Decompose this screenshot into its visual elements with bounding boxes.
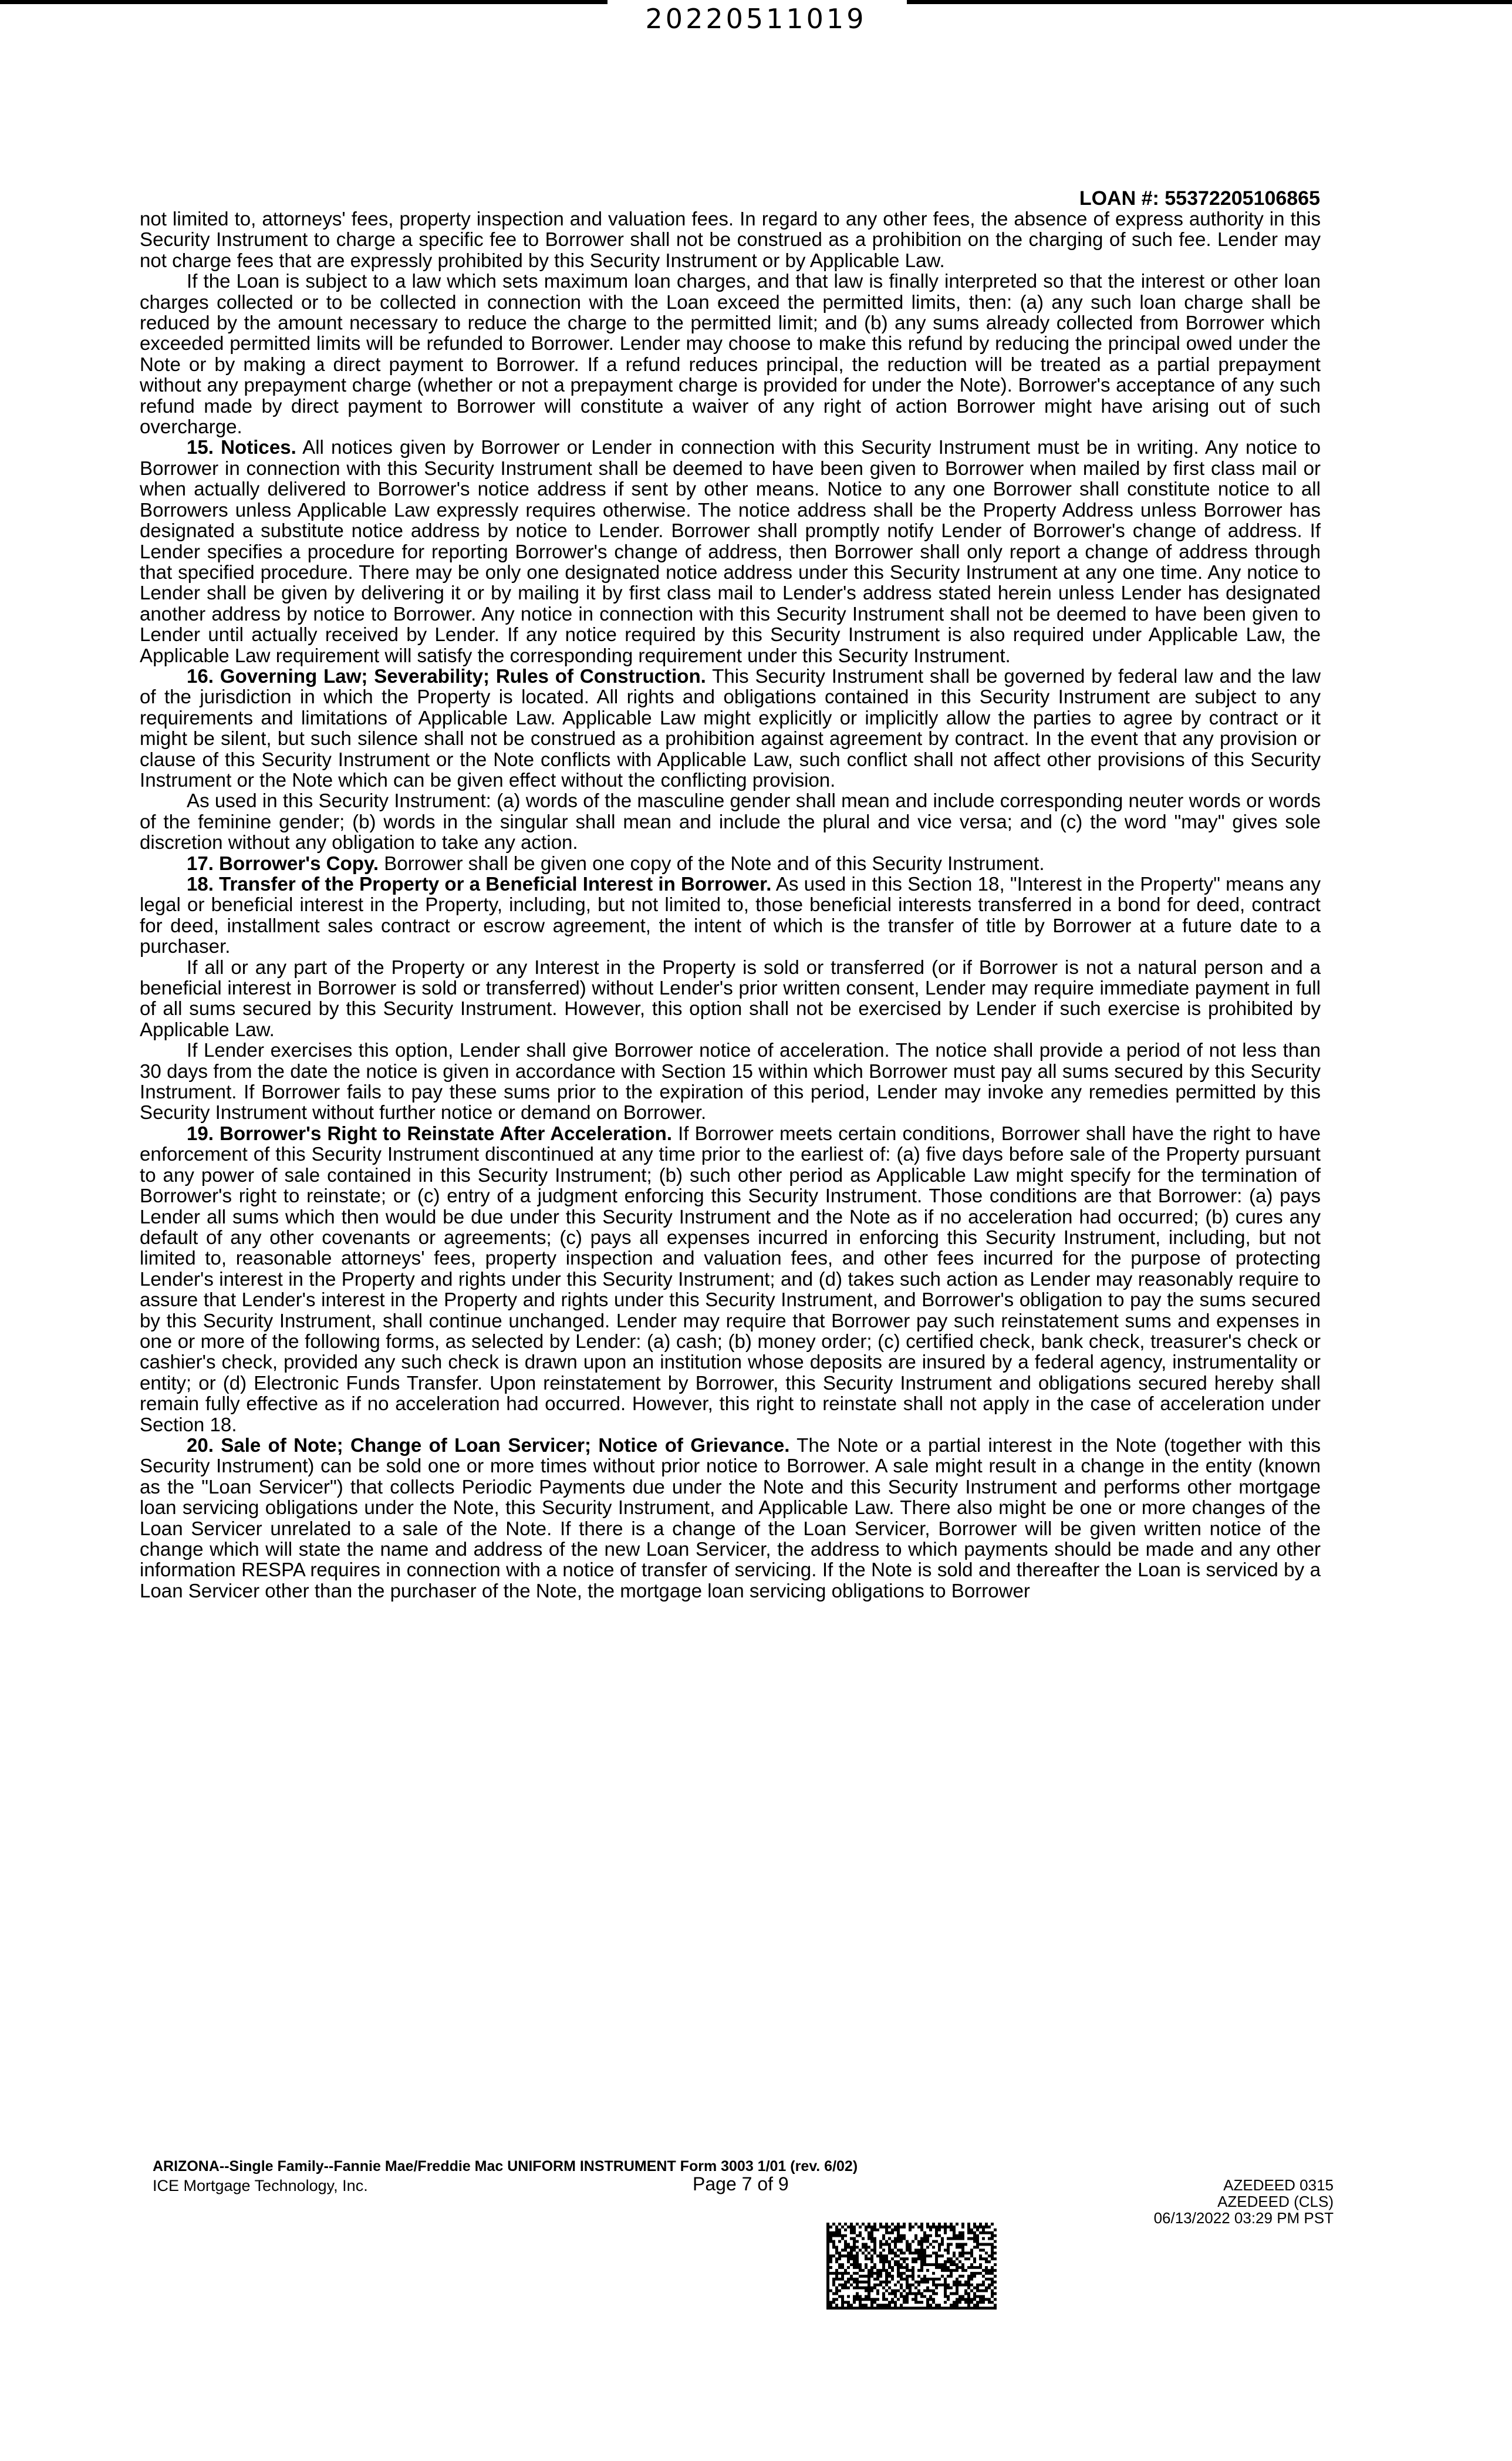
document-body — [140, 209, 1321, 1602]
section-16 — [140, 666, 1321, 791]
section-17-heading: 17. Borrower's Copy. — [187, 852, 379, 875]
section-19 — [140, 1124, 1321, 1435]
loan-number: LOAN #: 55372205106865 — [1079, 187, 1320, 210]
section-17 — [140, 854, 1321, 874]
recording-number: 20220511019 — [645, 3, 867, 35]
paragraph-loan-charges: If the Loan is subject to a law which sets maximum loan charges, and that law is finally interpreted so that the interest or other loan charges collected or to be collected in connection with the Loan exceed the permitted limits, then: (a) any such loan charge shall be reduced by the amount necessary to reduce the charge to the permitted limit; and (b) any sums already collected from Borrower which exceeded permitted limits will be refunded to Borrower. Lender may choose to make this refund by reducing the principal owed under the Note or by making a direct payment to Borrower. If a refund reduces principal, the reduction will be treated as a partial prepayment without any prepayment charge (whether or not a prepayment charge is provided for under the Note). Borrower's acceptance of any such refund made by direct payment to Borrower will constitute a waiver of any right of action Borrower might have arising out of such overcharge. — [140, 271, 1321, 439]
section-18 — [140, 874, 1321, 958]
section-18-text: As used in this Section 18, "Interest in the Property" means any legal or beneficial interest in the Property, including, but not limited to, those beneficial interests transferred in a bond for deed, contract for deed, installment sales contract or escrow agreement, the intent of which is the transfer of title by Borrower at a future date to a purchaser. — [140, 874, 1321, 958]
section-18-paragraph-2: If all or any part of the Property or any Interest in the Property is sold or transferred (or if Borrower is not a natural person and a beneficial interest in Borrower is sold or transferred) without Lender's prior written consent, Lender may require immediate payment in full of all sums secured by this Security Instrument. However, this option shall not be exercised by Lender if such exercise is prohibited by Applicable Law. — [140, 956, 1321, 1041]
section-17-text: Borrower shall be given one copy of the Note and of this Security Instrument. — [379, 852, 1045, 875]
section-19-text: If Borrower meets certain conditions, Borrower shall have the right to have enforcement of this Security Instrument discontinued at any time prior to the earliest of: (a) five days before sale of the Property pursuant to any power of sale contained in this Security Instrument; (b) such other period as Applicable Law might specify for the termination of Borrower's right to reinstate; or (c) entry of a judgment enforcing this Security Instrument. Those conditions are that Borrower: (a) pays Lender all sums which then would be due under this Security Instrument and the Note as if no acceleration had occurred; (b) cures any default of any other covenants or agreements; (c) pays all expenses incurred in enforcing this Security Instrument, including, but not limited to, reasonable attorneys' fees, property inspection and valuation fees, and other fees incurred for the purpose of protecting Lender's interest in the Property and rights under this Security Instrument; and (d) takes such action as Lender may reasonably require to assure that Lender's interest in the Property and rights under this Security Instrument, and Borrower's obligation to pay the sums secured by this Security Instrument, shall continue unchanged. Lender may require that Borrower pay such reinstatement sums and expenses in one or more of the following forms, as selected by Lender: (a) cash; (b) money order; (c) certified check, bank check, treasurer's check or cashier's check, provided any such check is drawn upon an institution whose deposits are insured by a federal agency, instrumentality or entity; or (d) Electronic Funds Transfer. Upon reinstatement by Borrower, this Security Instrument and obligations secured hereby shall remain fully effective as if no acceleration had occurred. However, this right to reinstate shall not apply in the case of acceleration under Section 18. — [140, 1122, 1321, 1436]
qr-barcode-icon — [826, 2223, 997, 2310]
section-16-text: This Security Instrument shall be governed by federal law and the law of the jurisdiction in which the Property is located. All rights and obligations contained in this Security Instrument are subject to any requirements and limitations of Applicable Law. Applicable Law might explicitly or implicitly allow the parties to agree by contract or it might be silent, but such silence shall not be construed as a prohibition against agreement by contract. In the event that any provision or clause of this Security Instrument or the Note conflicts with Applicable Law, such conflict shall not affect other provisions of this Security Instrument or the Note which can be given effect without the conflicting provision. — [140, 665, 1321, 791]
section-15-heading: 15. Notices. — [187, 437, 296, 459]
section-15 — [140, 437, 1321, 666]
footer-code-1: AZEDEED 0315 — [1223, 2176, 1334, 2194]
section-16-heading: 16. Governing Law; Severability; Rules of Construction. — [187, 665, 706, 687]
section-20 — [140, 1435, 1321, 1602]
section-20-heading: 20. Sale of Note; Change of Loan Servicer; Notice of Grievance. — [187, 1434, 790, 1457]
footer-form-line: ARIZONA--Single Family--Fannie Mae/Freddie Mac UNIFORM INSTRUMENT Form 3003 1/01 (rev. 6/02) — [153, 2158, 858, 2175]
section-18-paragraph-3: If Lender exercises this option, Lender shall give Borrower notice of acceleration. The notice shall provide a period of not less than 30 days from the date the notice is given in accordance with Section 15 within which Borrower must pay all sums secured by this Security Instrument. If Borrower fails to pay these sums prior to the expiration of this period, Lender may invoke any remedies permitted by this Security Instrument without further notice or demand on Borrower. — [140, 1040, 1321, 1124]
footer-vendor: ICE Mortgage Technology, Inc. — [153, 2177, 368, 2194]
footer-timestamp: 06/13/2022 03:29 PM PST — [1153, 2209, 1334, 2227]
section-16-paragraph-2: As used in this Security Instrument: (a) words of the masculine gender shall mean and include corresponding neuter words or words of the feminine gender; (b) words in the singular shall mean and include the plural and vice versa; and (c) the word "may" gives sole discretion without any obligation to take any action. — [140, 790, 1321, 854]
section-20-text: The Note or a partial interest in the Note (together with this Security Instrument) can be sold one or more times without prior notice to Borrower. A sale might result in a change in the entity (known as the "Loan Servicer") that collects Periodic Payments due under the Note and this Security Instrument and performs other mortgage loan servicing obligations under the Note, this Security Instrument, and Applicable Law. There also might be one or more changes of the Loan Servicer unrelated to a sale of the Note. If there is a change of the Loan Servicer, Borrower will be given written notice of the change which will state the name and address of the new Loan Servicer, the address to which payments should be made and any other information RESPA requires in connection with a notice of transfer of servicing. If the Note is sold and thereafter the Loan is serviced by a Loan Servicer other than the purchaser of the Note, the mortgage loan servicing obligations to Borrower — [140, 1434, 1321, 1602]
section-15-text: All notices given by Borrower or Lender in connection with this Security Instrument must be in writing. Any notice to Borrower in connection with this Security Instrument shall be deemed to have been given to Borrower when mailed by first class mail or when actually delivered to Borrower's notice address if sent by other means. Notice to any one Borrower shall constitute notice to all Borrowers unless Applicable Law expressly requires otherwise. The notice address shall be the Property Address unless Borrower has designated a substitute notice address by notice to Lender. Borrower shall promptly notify Lender of Borrower's change of address. If Lender specifies a procedure for reporting Borrower's change of address, then Borrower shall only report a change of address through that specified procedure. There may be only one designated notice address under this Security Instrument at any one time. Any notice to Lender shall be given by delivering it or by mailing it by first class mail to Lender's address stated herein unless Lender has designated another address by notice to Borrower. Any notice in connection with this Security Instrument shall not be deemed to have been given to Lender until actually received by Lender. If any notice required by this Security Instrument is also required under Applicable Law, the Applicable Law requirement will satisfy the corresponding requirement under this Security Instrument. — [140, 437, 1321, 667]
footer-code-2: AZEDEED (CLS) — [1217, 2193, 1334, 2210]
barcode-modules — [826, 2223, 997, 2310]
footer-codes — [1154, 2177, 1334, 2226]
page-number: Page 7 of 9 — [693, 2173, 789, 2194]
paragraph-fees: not limited to, attorneys' fees, property inspection and valuation fees. In regard to any other fees, the absence of express authority in this Security Instrument to charge a specific fee to Borrower shall not be construed as a prohibition on the charging of such fee. Lender may not charge fees that are expressly prohibited by this Security Instrument or by Applicable Law. — [140, 208, 1321, 272]
section-19-heading: 19. Borrower's Right to Reinstate After Acceleration. — [187, 1122, 673, 1145]
section-18-heading: 18. Transfer of the Property or a Beneficial Interest in Borrower. — [187, 874, 772, 895]
